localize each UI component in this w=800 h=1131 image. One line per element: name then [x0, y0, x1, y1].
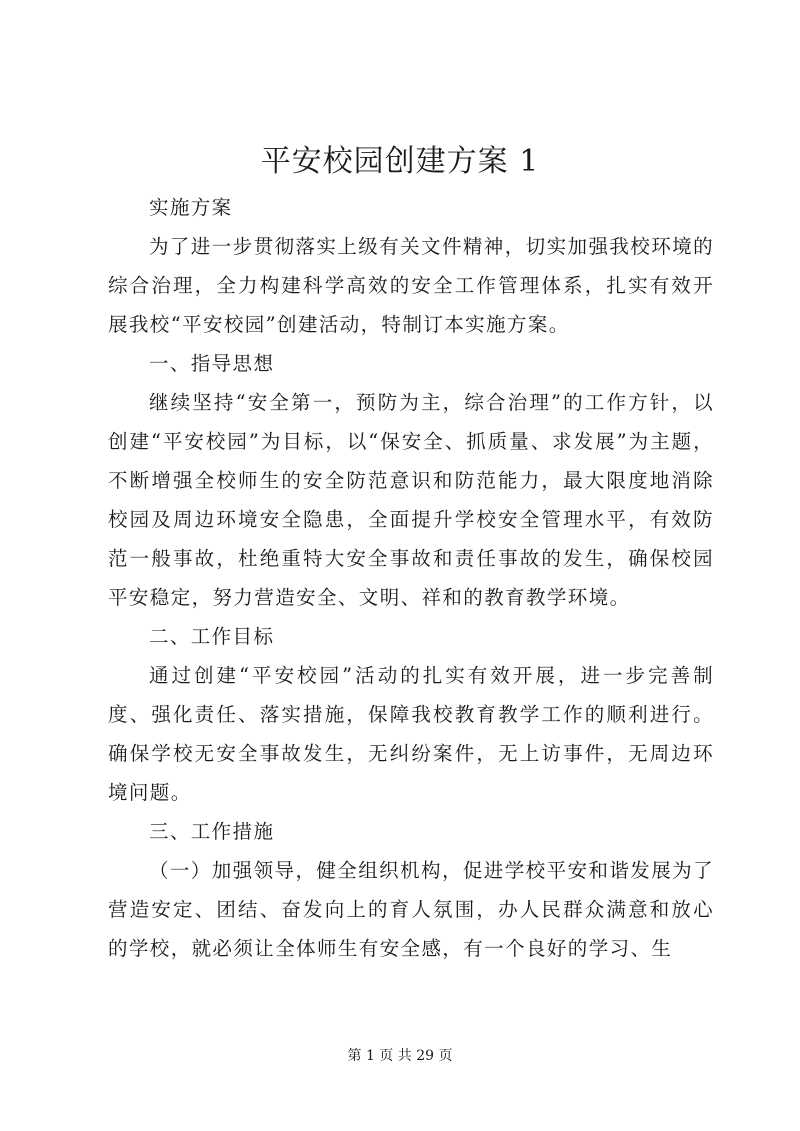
section-heading-guiding-ideology: 一、指导思想 [148, 352, 275, 375]
section-heading-work-measures: 三、工作措施 [148, 820, 275, 843]
paragraph-work-goals: 通过创建“平安校园”活动的扎实有效开展，进一步完善制度、强化责任、落实措施，保障我校教育教学工作的顺利进行。确保学校无安全事故发生，无纠纷案件，无上访事件，无周边环境问题。 [108, 664, 714, 804]
document-body [108, 188, 714, 968]
page-number-footer: 第 1 页 共 29 页 [347, 1048, 453, 1064]
section-heading-implementation-plan: 实施方案 [148, 196, 233, 219]
paragraph-work-measures-1: （一）加强领导，健全组织机构，促进学校平安和谐发展为了营造安定、团结、奋发向上的育人氛围，办人民群众满意和放心的学校，就必须让全体师生有安全感，有一个良好的学习、生 [108, 859, 714, 960]
document-title: 平安校园创建方案 1 [260, 144, 540, 179]
paragraph-intro: 为了进一步贯彻落实上级有关文件精神，切实加强我校环境的综合治理，全力构建科学高效的安全工作管理体系，扎实有效开展我校“平安校园”创建活动，特制订本实施方案。 [108, 235, 714, 336]
section-heading-work-goals: 二、工作目标 [148, 625, 275, 648]
paragraph-guiding-ideology: 继续坚持“安全第一，预防为主，综合治理”的工作方针，以创建“平安校园”为目标，以“保安全、抓质量、求发展”为主题，不断增强全校师生的安全防范意识和防范能力，最大限度地消除校园及周边环境安全隐患，全面提升学校安全管理水平，有效防范一般事故，杜绝重特大安全事故和责任事故的发生，确保校园平安稳定，努力营造安全、文明、祥和的教育教学环境。 [108, 391, 714, 609]
